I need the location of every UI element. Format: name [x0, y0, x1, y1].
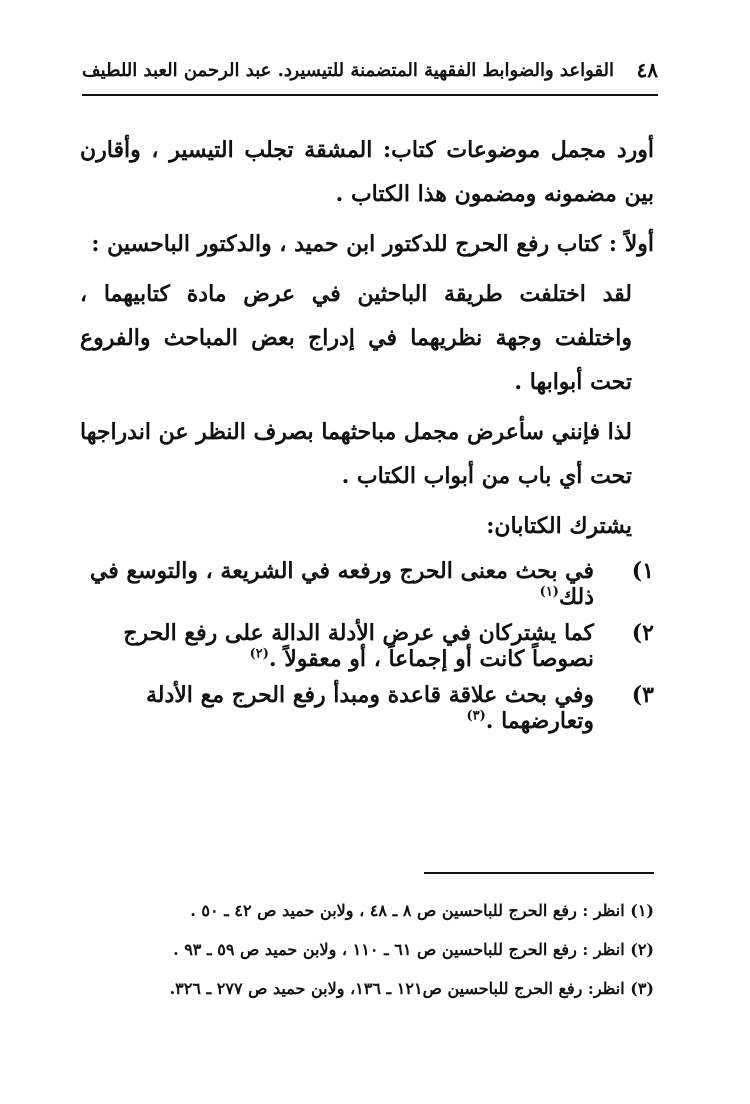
- footnote-marker: (٣): [466, 708, 486, 724]
- list-item-text: في بحث معنى الحرج ورفعه في الشريعة ، والتوسع في ذلك: [89, 558, 594, 610]
- list-item-text: وفي بحث علاقة قاعدة ومبدأ رفع الحرج مع الأدلة وتعارضهما .: [145, 682, 594, 734]
- footnotes: [80, 896, 654, 1013]
- section-heading: أولاً : كتاب رفع الحرج للدكتور ابن حميد ، والدكتور الباحسين :: [91, 231, 654, 257]
- paragraph-methods: لقد اختلفت طريقة الباحثين في عرض مادة كتابيهما ، واختلفت وجهة نظريهما في إدراج بعض المباحث والفروع تحت أبوابها .: [80, 281, 632, 395]
- list-item: [80, 620, 654, 672]
- list-item-text: كما يشتركان في عرض الأدلة الدالة على رفع الحرج نصوصاً كانت أو إجماعاً ، أو معقولاً .: [123, 620, 594, 672]
- main-text: [80, 128, 654, 734]
- running-header: [82, 58, 658, 92]
- intro-paragraph: أورد مجمل موضوعات كتاب: المشقة تجلب التيسير ، وأقارن بين مضمونه ومضمون هذا الكتاب .: [80, 137, 654, 207]
- page-number: ٤٨: [636, 58, 658, 82]
- header-divider: [82, 94, 658, 96]
- footnote-marker: (٢): [249, 646, 269, 662]
- list-item-number: ١): [631, 558, 654, 584]
- author-name: د. عبد الرحمن العبد اللطيف: [82, 60, 292, 81]
- list-item-number: ٣): [631, 682, 654, 708]
- paragraph-plan: لذا فإنني سأعرض مجمل مباحثهما بصرف النظر عن اندراجها تحت أي باب من أبواب الكتاب .: [80, 419, 632, 489]
- footnote: (٢) انظر : رفع الحرج للباحسين ص ٦١ ـ ١١٠ ، ولابن حميد ص ٥٩ ـ ٩٣ .: [173, 940, 654, 959]
- footnote-divider: [424, 872, 654, 874]
- footnote-marker: (١): [539, 584, 559, 600]
- book-title: القواعد والضوابط الفقهية المتضمنة للتيسير: [290, 60, 614, 81]
- list-item-number: ٢): [631, 620, 654, 646]
- shared-topics-heading: يشترك الكتابان:: [486, 513, 632, 539]
- list-item: [80, 682, 654, 734]
- list-item: [80, 558, 654, 610]
- footnote: (٣) انظر: رفع الحرج للباحسين ص١٢١ ـ ١٣٦، ولابن حميد ص ٢٧٧ ـ ٣٢٦.: [169, 979, 654, 998]
- footnote: (١) انظر : رفع الحرج للباحسين ص ٨ ـ ٤٨ ، ولابن حميد ص ٤٢ ـ ٥٠ .: [190, 901, 654, 920]
